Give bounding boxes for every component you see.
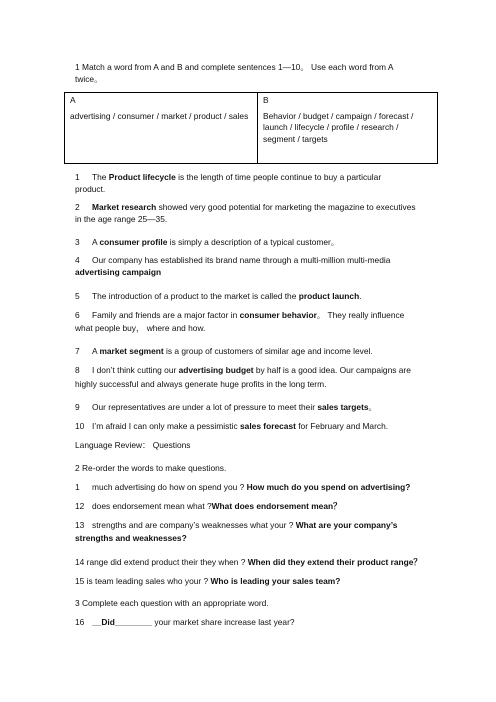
sentence-3: 3 A consumer profile is simply a description of a typical customer。: [75, 237, 340, 247]
question-16: 16 __Did________ your market share increase last year?: [75, 617, 295, 627]
column-a: [65, 93, 258, 164]
question-1: 1 much advertising do how on spend you ? How much do you spend on advertising?: [75, 482, 411, 492]
column-b-words: Behavior / budget / campaign / forecast / launch / lifecycle / profile / research / segment / targets: [263, 110, 414, 144]
sentence-8-cont: highly successful and always generate huge profits in the long term.: [75, 379, 327, 389]
question-13-cont: [75, 533, 187, 544]
column-a-words: advertising / consumer / market / product / sales: [70, 110, 249, 121]
sentence-1: 1 The Product lifecycle is the length of time people continue to buy a particular: [75, 172, 382, 182]
sentence-5: 5 The introduction of a product to the market is called the product launch.: [75, 291, 362, 301]
answer: market segment: [99, 346, 164, 356]
sentence-4-cont: [75, 267, 161, 278]
ex2-instruction: 2 Re-order the words to make questions.: [75, 463, 227, 473]
answer: consumer behavior: [239, 310, 317, 320]
question-15: 15 is team leading sales who your ? Who is leading your sales team?: [75, 576, 341, 586]
column-b-header: B: [263, 95, 269, 105]
answer: Product lifecycle: [108, 172, 176, 182]
answer-blank: __Did________: [92, 617, 153, 627]
sentence-6: 6 Family and friends are a major factor in consumer behavior。 They really influence: [75, 310, 405, 320]
sentence-2: 2 Market research showed very good potential for marketing the magazine to executives: [75, 202, 416, 212]
answer: Market research: [92, 202, 157, 212]
answer: Who is leading your sales team?: [210, 576, 341, 586]
sentence-1-cont: product.: [75, 184, 106, 194]
answer: product launch: [298, 291, 360, 301]
question-12: 12 does endorsement mean what ?What does endorsement mean？: [75, 501, 342, 511]
section-heading: Language Review： Questions: [75, 440, 191, 450]
sentence-8: 8 I don’t think cutting our advertising budget by half is a good idea. Our campaigns are: [75, 365, 411, 375]
sentence-4: 4 Our company has established its brand name through a multi-million multi-media: [75, 255, 391, 265]
column-b: [258, 93, 438, 164]
answer: sales forecast: [240, 421, 296, 431]
sentence-7: 7 A market segment is a group of customers of similar age and income level.: [75, 346, 373, 356]
sentence-9: 9 Our representatives are under a lot of pressure to meet their sales targets。: [75, 402, 377, 412]
sentence-10: 10 I’m afraid I can only make a pessimistic sales forecast for February and March.: [75, 421, 389, 431]
ex3-instruction: 3 Complete each question with an appropriate word.: [75, 598, 269, 608]
column-a-header: A: [70, 95, 76, 105]
answer: When did they extend their product range？: [247, 557, 422, 567]
answer: strengths and weaknesses?: [75, 533, 187, 543]
sentence-2-cont: in the age range 25—35.: [75, 214, 168, 224]
answer: consumer profile: [99, 237, 168, 247]
ex1-instruction: 1 Match a word from A and B and complete sentences 1—10。 Use each word from A: [75, 62, 394, 72]
answer: How much do you spend on advertising?: [246, 482, 411, 492]
question-14: 14 range did extend product their they when ? When did they extend their product range？: [75, 557, 422, 567]
word-table: [64, 92, 438, 164]
answer: advertising budget: [178, 365, 254, 375]
answer: What does endorsement mean？: [211, 501, 342, 511]
ex1-instruction-cont: twice。: [75, 74, 103, 84]
sentence-6-cont: what people buy， where and how.: [75, 323, 206, 333]
answer: sales targets: [317, 402, 369, 412]
answer: What are your company’s: [295, 520, 398, 530]
question-13: 13 strengths and are company’s weaknesses what your ? What are your company’s: [75, 520, 398, 530]
answer: advertising campaign: [75, 267, 162, 277]
